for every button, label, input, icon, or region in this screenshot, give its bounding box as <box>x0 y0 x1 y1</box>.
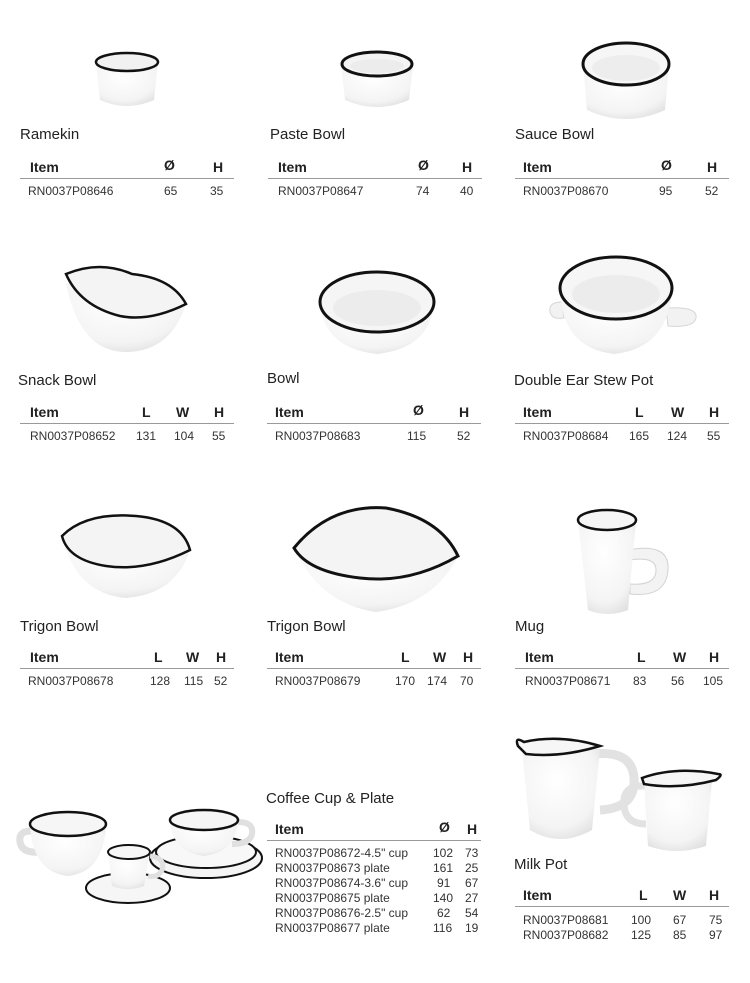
col-header: L <box>639 887 648 903</box>
cell-value: 35 <box>210 184 224 198</box>
col-header: H <box>459 404 470 420</box>
col-header: Item <box>30 159 59 175</box>
col-header: L <box>154 649 163 665</box>
cell-value: 52 <box>214 674 228 688</box>
cell-value: 174 <box>427 674 448 688</box>
item-code: RN0037P08681 <box>523 913 609 927</box>
cell-value: 54 <box>465 906 479 920</box>
cell-value: 104 <box>174 429 195 443</box>
cell-value: 52 <box>705 184 719 198</box>
table-row <box>515 674 729 690</box>
item-code: RN0037P08684 <box>523 429 609 443</box>
table-row <box>515 928 729 944</box>
product-title: Sauce Bowl <box>515 126 595 143</box>
product-title: Trigon Bowl <box>267 618 346 635</box>
cell-value: 74 <box>416 184 430 198</box>
col-header: Item <box>275 404 304 420</box>
spec-table <box>267 646 481 690</box>
col-header: Item <box>523 404 552 420</box>
item-code: RN0037P08647 <box>278 184 364 198</box>
item-code: RN0037P08679 <box>275 674 361 688</box>
col-header: H <box>214 404 225 420</box>
col-header: H <box>709 404 720 420</box>
milk-pot-icon <box>512 732 722 856</box>
spec-table <box>515 401 729 445</box>
product-title: Coffee Cup & Plate <box>266 790 395 807</box>
spec-table <box>20 401 234 445</box>
spec-table <box>20 646 234 690</box>
product-title: Paste Bowl <box>270 126 346 143</box>
spec-table <box>267 401 481 445</box>
item-code: RN0037P08678 <box>28 674 114 688</box>
col-header: H <box>213 159 224 175</box>
bowl-icon <box>317 268 437 356</box>
table-row <box>20 674 234 690</box>
cell-value: 165 <box>629 429 650 443</box>
table-row <box>267 891 481 907</box>
table-row <box>515 429 729 445</box>
col-header: L <box>635 404 644 420</box>
cell-value: 27 <box>465 891 479 905</box>
col-header: Ø <box>418 157 429 173</box>
cell-value: 55 <box>212 429 226 443</box>
cell-value: 128 <box>150 674 171 688</box>
col-header: H <box>462 159 473 175</box>
col-header: Item <box>275 821 304 837</box>
col-header: Ø <box>661 157 672 173</box>
cell-value: 170 <box>395 674 416 688</box>
cell-value: 65 <box>164 184 178 198</box>
ramekin-icon <box>92 50 162 112</box>
col-header: Item <box>30 404 59 420</box>
cell-value: 91 <box>437 876 451 890</box>
cell-value: 75 <box>709 913 723 927</box>
spec-table <box>515 884 729 946</box>
spec-table <box>267 818 481 940</box>
table-row <box>20 429 234 445</box>
cell-value: 116 <box>433 921 453 935</box>
table-row <box>267 906 481 922</box>
col-header: W <box>186 649 200 665</box>
col-header: Item <box>275 649 304 665</box>
coffee-set-icon <box>18 808 258 910</box>
item-code: RN0037P08675 plate <box>275 891 390 905</box>
col-header: Ø <box>413 402 424 418</box>
col-header: H <box>216 649 227 665</box>
spec-table <box>20 156 234 200</box>
cell-value: 56 <box>671 674 685 688</box>
trigon-bowl-large-icon <box>290 500 462 616</box>
col-header: Item <box>525 649 554 665</box>
col-header: Item <box>278 159 307 175</box>
item-code: RN0037P08671 <box>525 674 611 688</box>
cell-value: 67 <box>465 876 479 890</box>
table-row <box>267 876 481 892</box>
paste-bowl-icon <box>338 46 416 112</box>
col-header: Ø <box>439 819 450 835</box>
col-header: Item <box>523 887 552 903</box>
product-title: Ramekin <box>20 126 80 143</box>
cell-value: 100 <box>631 913 652 927</box>
col-header: L <box>401 649 410 665</box>
item-code: RN0037P08670 <box>523 184 609 198</box>
table-row <box>20 184 234 200</box>
cell-value: 102 <box>433 846 454 860</box>
cell-value: 115 <box>184 674 204 688</box>
col-header: H <box>463 649 474 665</box>
col-header: W <box>673 649 687 665</box>
cell-value: 105 <box>703 674 724 688</box>
cell-value: 62 <box>437 906 451 920</box>
cell-value: 52 <box>457 429 471 443</box>
col-header: W <box>671 404 685 420</box>
cell-value: 125 <box>631 928 652 942</box>
item-code: RN0037P08682 <box>523 928 609 942</box>
cell-value: 70 <box>460 674 474 688</box>
item-code: RN0037P08646 <box>28 184 114 198</box>
item-code: RN0037P08673 plate <box>275 861 390 875</box>
col-header: L <box>142 404 151 420</box>
col-header: W <box>673 887 687 903</box>
col-header: W <box>176 404 190 420</box>
table-row <box>515 913 729 929</box>
col-header: H <box>709 887 720 903</box>
cell-value: 40 <box>460 184 474 198</box>
cell-value: 140 <box>433 891 454 905</box>
cell-value: 73 <box>465 846 479 860</box>
cell-value: 19 <box>465 921 479 935</box>
col-header: W <box>433 649 447 665</box>
col-header: H <box>709 649 720 665</box>
sauce-bowl-icon <box>579 38 673 124</box>
table-row <box>267 674 481 690</box>
cell-value: 25 <box>465 861 479 875</box>
item-code: RN0037P08683 <box>275 429 361 443</box>
snack-bowl-icon <box>60 262 192 356</box>
col-header: Item <box>523 159 552 175</box>
col-header: H <box>467 821 478 837</box>
item-code: RN0037P08676-2.5" cup <box>275 906 409 920</box>
col-header: Ø <box>164 157 175 173</box>
product-title: Double Ear Stew Pot <box>514 372 654 389</box>
item-code: RN0037P08672-4.5" cup <box>275 846 409 860</box>
spec-table <box>268 156 482 200</box>
product-title: Snack Bowl <box>18 372 97 389</box>
product-title: Trigon Bowl <box>20 618 99 635</box>
table-row <box>267 429 481 445</box>
cell-value: 161 <box>433 861 454 875</box>
product-title: Mug <box>515 618 545 635</box>
cell-value: 95 <box>659 184 673 198</box>
product-title: Bowl <box>267 370 300 387</box>
spec-table <box>515 156 729 200</box>
table-row <box>268 184 482 200</box>
cell-value: 97 <box>709 928 723 942</box>
trigon-bowl-icon <box>56 510 194 602</box>
cell-value: 131 <box>136 429 157 443</box>
cell-value: 55 <box>707 429 721 443</box>
stew-pot-icon <box>548 252 698 358</box>
cell-value: 83 <box>633 674 647 688</box>
item-code: RN0037P08674-3.6" cup <box>275 876 409 890</box>
mug-icon <box>574 506 672 618</box>
col-header: H <box>707 159 718 175</box>
item-code: RN0037P08677 plate <box>275 921 390 935</box>
table-row <box>515 184 729 200</box>
item-code: RN0037P08652 <box>30 429 116 443</box>
table-row <box>267 921 481 937</box>
cell-value: 115 <box>407 429 427 443</box>
cell-value: 124 <box>667 429 688 443</box>
cell-value: 85 <box>673 928 687 942</box>
col-header: Item <box>30 649 59 665</box>
table-row <box>267 861 481 877</box>
col-header: L <box>637 649 646 665</box>
product-title: Milk Pot <box>514 856 568 873</box>
cell-value: 67 <box>673 913 687 927</box>
spec-table <box>515 646 729 690</box>
table-row <box>267 846 481 862</box>
